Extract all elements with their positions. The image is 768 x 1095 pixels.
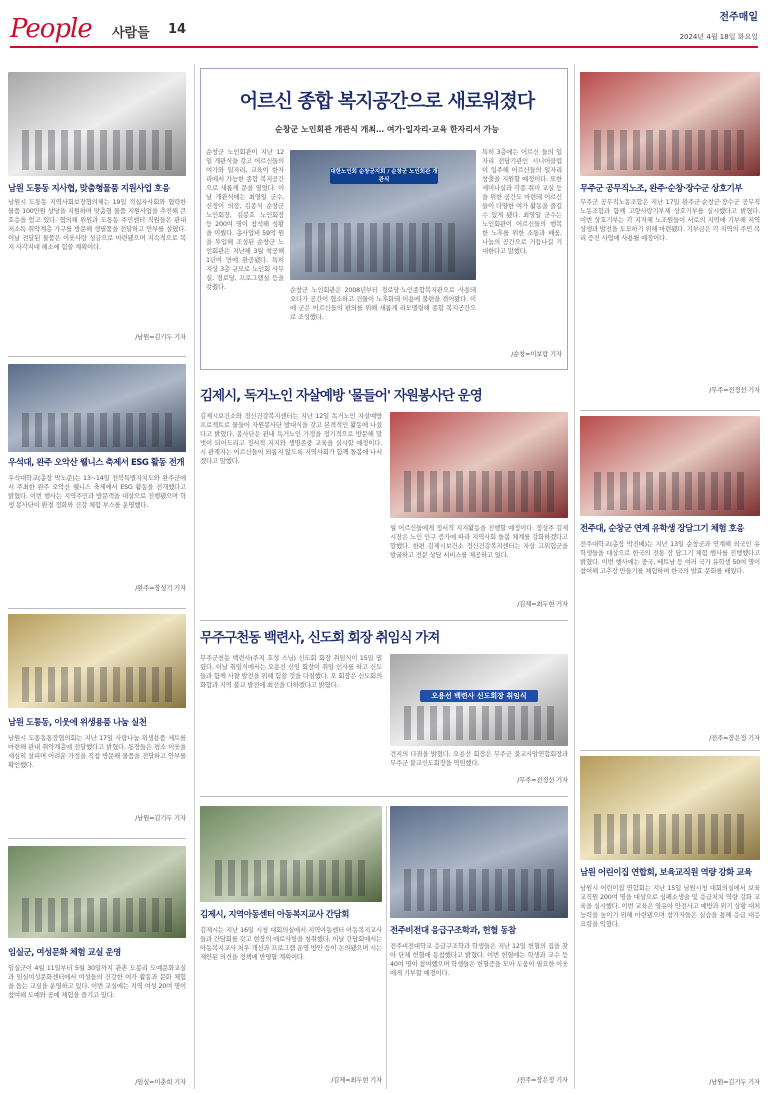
paper-name: 전주매일 <box>719 12 758 23</box>
right-1-headline: 무주군 공무직노조, 완주·순창·장수군 상호기부 <box>580 184 743 194</box>
mid-4-body: 전주비전대학교 응급구조학과 학생들은 지난 12일 헌혈의 집을 찾아 단체 헌혈에 동참했다고 밝혔다. 이번 헌혈에는 학생과 교수 등 40여 명이 참여했으며 학생들은 헌혈증을 모아 도움이 필요한 이웃에게 기부할 예정이다. <box>390 942 568 977</box>
masthead-rule <box>10 46 758 48</box>
mid-4-headline: 전주비전대 응급구조학과, 헌혈 동참 <box>390 926 516 936</box>
left-3-body: 남원시 도통동통장협의회는 지난 17일 사랑나눔 위생용품 세트를 마련해 관내 취약계층에 전달했다고 밝혔다. 통장들은 평소 이웃을 세심히 살피며 어려운 가정을 직접 방문해 물품을 전달하고 안부를 확인했다. <box>8 734 186 769</box>
lead-body-left: 순창군 노인회관이 지난 12일 개관식을 갖고 어르신들의 여가와 일자리, 교육이 한자리에서 가능한 종합 복지공간으로 새롭게 문을 열었다. 이날 개관식에는 최영일 군수, 신정이 의장, 김종식 순창군 노인회장, 김봉호 노인회장 등 200여 명이 참석해 성황을 이뤘다. 총사업비 59억 원을 투입해 조성된 순창군 노인회관은 지난해 3월 착공해 1년여 만에 완공됐다. 특히 지상 3층 규모로 노인회 사무실, 경로당, 프로그램실 등을 갖췄다. <box>206 148 284 291</box>
left-3-byline: /남원=김기두 기자 <box>135 814 186 822</box>
mid-3-body: 김제시는 지난 16일 시청 대회의실에서 지역아동센터 아동복지교사들과 간담회를 갖고 현장의 애로사항을 청취했다. 이날 간담회에서는 아동복지교사 처우 개선과 프로그램 운영 방안 등이 논의됐으며 시는 제안된 의견을 정책에 반영할 계획이다. <box>200 926 382 961</box>
photo-imsil-culture <box>8 846 186 938</box>
masthead <box>0 0 768 50</box>
left-2-headline: 우석대, 완주 오악산 웰니스 축제서 ESG 활동 전개 <box>8 458 185 468</box>
lead-headline: 어르신 종합 복지공간으로 새로워졌다 <box>239 90 535 112</box>
mid-2-byline: /무주=전정선 기자 <box>517 776 568 784</box>
right-2-byline: /전주=장은정 기자 <box>709 734 760 742</box>
left-1-byline: /남원=김기두 기자 <box>135 333 186 341</box>
page-number: 14 <box>168 22 187 37</box>
photo-dotong-donation <box>8 72 186 176</box>
column-divider <box>194 64 195 1089</box>
photo-vision-blood <box>390 806 568 918</box>
section-title-en: People <box>10 14 92 44</box>
right-3-body: 남원시 어린이집 연합회는 지난 15일 남원시청 대회의실에서 보육교직원 200여 명을 대상으로 심폐소생술 및 응급처치 역량 강화 교육을 실시했다. 이번 교육은 영유아 안전사고 예방과 위기 상황 대처 능력을 높이기 위해 마련됐으며 참가자들은 실습을 통해 응급 대응 요령을 익혔다. <box>580 884 760 928</box>
column-divider <box>386 806 387 1089</box>
photo-jeonju-jang <box>580 416 760 516</box>
divider <box>8 608 186 609</box>
divider <box>200 620 568 621</box>
left-4-headline: 임실군, 여성문화 체험 교실 운영 <box>8 948 121 958</box>
mid-2-photo-banner: 오용선 백련사 신도회장 취임식 <box>420 690 538 702</box>
mid-2-body: 무주군천동 백련사(주지 호성 스님) 신도회 회장 취임식이 15일 열렸다. 이날 취임식에서는 오용선 신임 회장이 취임 인사를 하고 신도들과 함께 사찰 발전을 위해 힘쓸 것을 다짐했다. 오 회장은 신도회의 화합과 지역 불교 발전에 최선을 다하겠다고 밝혔다. <box>200 654 382 689</box>
mid-4-byline: /전주=장은정 기자 <box>517 1076 568 1084</box>
left-4-byline: /임실=이춘희 기자 <box>135 1078 186 1086</box>
photo-dotong-hygiene <box>8 614 186 708</box>
photo-gimje-volunteers <box>390 412 568 518</box>
mid-2-body-right: 견지의 다짐을 밝혔다. 오용선 회장은 무주군 불교사암연합회장과 무주군 불교신도회장을 역임했다. <box>390 750 568 767</box>
photo-woosuk-esg <box>8 364 186 452</box>
mid-1-byline: /김제=최두현 기자 <box>517 600 568 608</box>
issue-date: 2024년 4월 18일 화요일 <box>679 33 758 41</box>
mid-1-headline: 김제시, 독거노인 자살예방 '물들어' 자원봉사단 운영 <box>200 388 482 404</box>
left-4-body: 임실군이 4월 11일부터 5월 30일까지 관촌 도봉리 도예문화교실과 임실여성문화센터에서 여성들의 건강한 여가 활동과 문화 체험을 돕는 교실을 운영하고 있다. 이번 교실에는 지역 여성 20여 명이 참여해 도예와 공예 체험을 즐기고 있다. <box>8 964 186 999</box>
right-2-headline: 전주대, 순창군 연계 유학생 장담그기 체험 호응 <box>580 524 744 534</box>
left-1-body: 남원시 도통동 지역사회보장협의체는 19일 적십자사회와 협력한 물품 100만원 상당을 지원하며 맞춤형 물품 지원사업을 추진해 큰 호응을 얻고 있다. 협의체 위원과 도통동 주민센터 직원들은 관내 저소득 취약계층 가구를 방문해 생필품을 전달하고 안부를 살폈다. 이날 전달된 물품은 이웃사랑 성금으로 마련됐으며 지속적으로 복지 사각지대 해소에 힘쓸 계획이다. <box>8 198 186 251</box>
lead-body-mid: 순창군 노인회관은 2008년부터 경로당·노인종합복지관으로 사용돼 오다가 공간이 협소하고 건물이 노후화돼 이용에 불편을 겪어왔다. 이에 군은 어르신들의 편의를 위해 새롭게 리모델링해 종합 복지공간으로 조성했다. <box>290 286 476 321</box>
divider <box>580 750 760 751</box>
left-2-body: 우석대학교(총장 박노준)는 13~14일 전북특별자치도와 완주군에서 주최한 완주 오악산 웰니스 축제에서 ESG 활동을 전개했다고 밝혔다. 이번 행사는 지역주민과 방문객을 대상으로 진행됐으며 학생 봉사단이 환경 정화와 건강 체험 부스를 운영했다. <box>8 474 186 509</box>
lead-byline: /순창=이보람 기자 <box>511 350 562 358</box>
lead-body-right: 특히 3층에는 어르신 들의 일자리 전담기관인 시니어클럽이 입주해 어르신들의 일자리 창출을 지원할 예정이다. 또한 세미나실과 각종 취미 교실 등을 위한 공간도 마련돼 어르신들이 다양한 여가 활동을 즐길 수 있게 됐다. 최영일 군수는 노인회관이 어르신들의 행복한 노후를 위한 소통과 배움, 나눔의 공간으로 거듭나길 기대한다고 말했다. <box>482 148 562 255</box>
lead-photo-banner: 대한노인회 순창군지회 / 순창군 노인회관 개관식 <box>330 169 438 183</box>
lead-subhead: 순창군 노인회관 개관식 개최… 여가·일자리·교육 한자리서 가능 <box>275 125 499 134</box>
mid-3-headline: 김제시, 지역아동센터 아동복지교사 간담회 <box>200 910 349 920</box>
divider <box>8 838 186 839</box>
mid-3-byline: /김제=최두현 기자 <box>331 1076 382 1084</box>
column-divider <box>574 64 575 1089</box>
left-3-headline: 남원 도통동, 이웃에 위생용품 나눔 실천 <box>8 718 147 728</box>
photo-namwon-cpr <box>580 756 760 860</box>
mid-1-body-right: 월 어르신들에게 정서적 지지활동을 진행할 예정이다. 정성주 김제시장은 노인 인구 증가에 따라 지역사회 돌봄 체계를 강화하겠다고 말했다. 한편 김제시보건소 정신건강복지센터는 자살 고위험군을 발굴하고 전문 상담 서비스를 제공하고 있다. <box>390 524 568 559</box>
section-title-kr: 사람들 <box>112 26 150 41</box>
right-2-body: 전주대학교(총장 박진배)는 지난 13일 순창군과 연계해 외국인 유학생들을 대상으로 한국의 전통 장 담그기 체험 행사를 진행했다고 밝혔다. 이번 행사에는 중국, 베트남 등 여러 국가 유학생 50여 명이 참여해 고추장 만들기를 체험하며 한국의 발효 문화를 배웠다. <box>580 540 760 575</box>
left-2-byline: /완주=장성기 기자 <box>135 584 186 592</box>
right-3-headline: 남원 어린이집 연합회, 보육교직원 역량 강화 교육 <box>580 868 752 878</box>
photo-gimje-teachers <box>200 806 382 902</box>
mid-2-headline: 무주구천동 백련사, 신도회 회장 취임식 가져 <box>200 630 440 646</box>
right-3-byline: /남원=김기두 기자 <box>709 1078 760 1086</box>
photo-muju-union <box>580 72 760 176</box>
left-1-headline: 남원 도통동 지사협, 맞춤형물품 지원사업 호응 <box>8 184 170 194</box>
right-1-byline: /무주=전정선 기자 <box>709 386 760 394</box>
mid-1-body: 김제시보건소와 정신건강복지센터는 지난 12일 독거노인 자살예방 프로젝트로 물들어 자원봉사단 발대식을 갖고 본격적인 활동에 나섰다고 밝혔다. 봉사단은 관내 독거노인 가정을 정기적으로 방문해 말벗이 되어드리고 정서적 지지와 생명존중 교육을 실시할 예정이다. 시 관계자는 어르신들이 외롭지 않도록 지역사회가 함께 돌봄에 나서겠다고 말했다. <box>200 412 382 465</box>
divider <box>8 356 186 357</box>
divider <box>200 796 568 797</box>
right-1-body: 무주군 공무직노동조합은 지난 17일 완주군·순창군·장수군 공무직노동조합과 함께 고향사랑기부제 상호기부를 실시했다고 밝혔다. 이번 상호기부는 각 지자체 노조원들이 서로의 지역에 기부해 지역 상생과 발전을 도모하기 위해 마련됐다. 기부금은 각 지역의 주민 복리 증진 사업에 사용될 예정이다. <box>580 198 760 242</box>
divider <box>580 410 760 411</box>
